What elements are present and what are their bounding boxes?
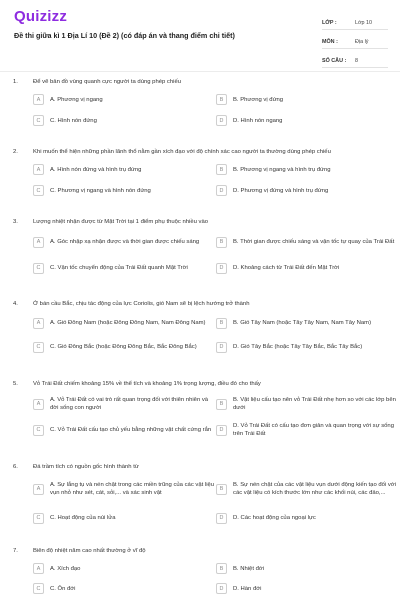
option-text: B. Thời gian được chiếu sáng và vận tốc tự quay của Trái Đất: [233, 239, 395, 245]
option-text: A. Vỏ Trái Đất có vai trò rất quan trọng đối với thiên nhiên và đời sống con người: [50, 397, 209, 411]
option-text: B. Gió Tây Nam (hoặc Tây Tây Nam, Nam Tây Nam): [233, 320, 372, 326]
question-text: Biên độ nhiệt năm cao nhất thường ở vĩ độ: [33, 548, 146, 554]
answer-option-b[interactable]: [216, 316, 399, 330]
question-number: 7.: [13, 548, 18, 554]
meta-subject-value: Địa lý: [355, 38, 369, 45]
option-text: B. Sự nén chặt của các vật liệu vụn dưới động kiến tạo đối với các vật liệu có kích thước lớn như các khối núi, các đảo,...: [233, 482, 396, 496]
question-text: Khi muốn thể hiện những phần lãnh thổ nằm gần xích đạo với độ chính xác cao người ta thường dùng phép chiếu: [33, 149, 331, 155]
option-text: C. Gió Đông Bắc (hoặc Đông Đông Bắc, Bắc Đông Bắc): [50, 344, 197, 350]
answer-option-d[interactable]: [216, 115, 399, 126]
option-letter-box: D: [216, 583, 227, 594]
option-text: B. Nhiệt đới: [233, 565, 265, 572]
answer-option-d[interactable]: [216, 583, 399, 594]
option-letter-box: B: [216, 94, 227, 105]
option-letter-box: D: [216, 115, 227, 126]
answer-option-a[interactable]: [33, 316, 216, 330]
question-number: 4.: [13, 301, 18, 307]
option-grid: [0, 234, 400, 276]
question-7: [0, 547, 400, 594]
answer-option-b[interactable]: [216, 479, 399, 499]
question-1: [0, 78, 400, 126]
option-text: B. Phương vị đứng: [233, 96, 284, 103]
option-text: C. Vận tốc chuyển động của Trái Đất quanh Mặt Trời: [50, 265, 188, 271]
meta-class-underline: [322, 29, 388, 30]
option-text: D. Khoảng cách từ Trái Đất đến Mặt Trời: [233, 265, 340, 271]
answer-option-d[interactable]: [216, 185, 399, 196]
answer-option-c[interactable]: [33, 340, 216, 354]
answer-option-c[interactable]: [33, 508, 216, 528]
option-grid: [0, 94, 400, 126]
meta-count-underline: [322, 67, 388, 68]
answer-option-d[interactable]: [216, 340, 399, 354]
option-text: C. Hoạt động của núi lửa: [50, 515, 116, 521]
meta-class-value: Lớp 10: [355, 19, 373, 26]
option-text: A. Sự lắng tụ và nén chặt trong các miền trũng của các vật liệu vụn nhỏ như sét, cát, sỏi,... và xác sinh vật: [50, 482, 215, 496]
answer-option-d[interactable]: [216, 508, 399, 528]
option-grid: [0, 563, 400, 594]
option-letter-box: B: [216, 484, 227, 495]
question-2: [0, 148, 400, 196]
question-3: [0, 218, 400, 276]
question-text: Để vẽ bản đồ vùng quanh cực người ta dùng phép chiếu: [33, 79, 181, 85]
worksheet-meta: [322, 13, 388, 70]
option-letter-box: D: [216, 513, 227, 524]
option-letter-box: A: [33, 563, 44, 574]
question-text: Vỏ Trái Đất chiếm khoảng 15% về thể tích và khoảng 1% trọng lượng, điều đó cho thấy: [33, 381, 261, 387]
question-number: 3.: [13, 219, 18, 225]
question-number: 2.: [13, 149, 18, 155]
answer-option-b[interactable]: [216, 164, 399, 175]
question-header: [0, 78, 400, 86]
question-header: [0, 380, 400, 388]
meta-class-label: LỚP :: [322, 19, 337, 26]
question-header: [0, 300, 400, 308]
option-letter-box: D: [216, 425, 227, 436]
answer-option-d[interactable]: [216, 422, 399, 438]
question-text: Đá trầm tích có nguồn gốc hình thành từ: [33, 464, 139, 470]
option-letter-box: C: [33, 583, 44, 594]
meta-count-label: SỐ CÂU :: [322, 57, 347, 64]
question-5: [0, 380, 400, 438]
quizizz-logo: Quizizz: [14, 8, 68, 25]
question-number: 1.: [13, 79, 18, 85]
question-number: 6.: [13, 464, 18, 470]
option-text: D. Hình nón ngang: [233, 117, 283, 124]
header-divider: [0, 71, 400, 72]
option-letter-box: A: [33, 484, 44, 495]
option-letter-box: C: [33, 513, 44, 524]
question-header: [0, 547, 400, 555]
option-letter-box: A: [33, 164, 44, 175]
question-number: 5.: [13, 381, 18, 387]
option-text: C. Phương vị ngang và hình nón đứng: [50, 187, 151, 194]
question-text: Ở bán cầu Bắc, chịu tác động của lực Coriolis, gió Nam sẽ bị lệch hướng trở thành: [33, 301, 250, 307]
option-letter-box: A: [33, 318, 44, 329]
option-letter-box: C: [33, 425, 44, 436]
answer-option-d[interactable]: [216, 260, 399, 276]
meta-class-row: [322, 13, 388, 32]
question-6: [0, 463, 400, 528]
option-grid: [0, 316, 400, 354]
answer-option-b[interactable]: [216, 94, 399, 105]
option-text: A. Xích đạo: [50, 565, 81, 572]
option-text: D. Vỏ Trái Đất có cấu tạo đơn giản và quan trọng với sự sống trên Trái Đất: [233, 423, 394, 437]
option-text: D. Phương vị đứng và hình trụ đứng: [233, 187, 329, 194]
question-4: [0, 300, 400, 354]
answer-option-c[interactable]: [33, 260, 216, 276]
option-text: A. Gió Đông Nam (hoặc Đông Đông Nam, Nam Đông Nam): [50, 320, 206, 326]
answer-option-a[interactable]: [33, 164, 216, 175]
option-letter-box: D: [216, 185, 227, 196]
option-letter-box: A: [33, 94, 44, 105]
answer-option-b[interactable]: [216, 234, 399, 250]
meta-count-value: 8: [355, 57, 358, 64]
option-text: C. Vỏ Trái Đất cấu tạo chủ yếu bằng những vật chất cứng rắn: [50, 427, 212, 433]
option-text: C. Ôn đới: [50, 585, 76, 592]
answer-option-b[interactable]: [216, 396, 399, 412]
answer-option-a[interactable]: [33, 94, 216, 105]
option-letter-box: D: [216, 342, 227, 353]
answer-option-c[interactable]: [33, 422, 216, 438]
answer-option-a[interactable]: [33, 563, 216, 574]
answer-option-a[interactable]: [33, 479, 216, 499]
meta-count-row: [322, 51, 388, 70]
option-letter-box: D: [216, 263, 227, 274]
option-text: A. Hình nón đứng và hình trụ đứng: [50, 166, 142, 173]
option-letter-box: B: [216, 318, 227, 329]
question-header: [0, 463, 400, 471]
question-text: Lượng nhiệt nhận được từ Mặt Trời tại 1 điểm phụ thuộc nhiều vào: [33, 219, 209, 225]
option-letter-box: B: [216, 399, 227, 410]
option-text: D. Gió Tây Bắc (hoặc Tây Tây Bắc, Bắc Tây Bắc): [233, 344, 363, 350]
option-text: B. Vật liệu cấu tạo nên vỏ Trái Đất nhẹ hơn so với các lớp bên dưới: [233, 397, 396, 411]
answer-option-c[interactable]: [33, 115, 216, 126]
option-letter-box: A: [33, 237, 44, 248]
option-text: B. Phương vị ngang và hình trụ đứng: [233, 166, 331, 173]
meta-subject-label: MÔN :: [322, 38, 338, 45]
question-header: [0, 148, 400, 156]
answer-option-a[interactable]: [33, 234, 216, 250]
option-text: A. Góc nhập xạ nhận được và thời gian được chiếu sáng: [50, 239, 200, 245]
option-text: A. Phương vị ngang: [50, 96, 103, 103]
worksheet-title: Đề thi giữa kì 1 Địa Lí 10 (Đề 2) (có đáp án và thang điểm chi tiết): [14, 31, 235, 40]
meta-subject-underline: [322, 48, 388, 49]
answer-option-c[interactable]: [33, 583, 216, 594]
option-grid: [0, 396, 400, 438]
worksheet-header: [0, 0, 400, 70]
option-letter-box: A: [33, 399, 44, 410]
option-letter-box: C: [33, 185, 44, 196]
option-text: D. Hàn đới: [233, 585, 262, 592]
option-letter-box: B: [216, 164, 227, 175]
answer-option-a[interactable]: [33, 396, 216, 412]
answer-option-b[interactable]: [216, 563, 399, 574]
option-letter-box: C: [33, 263, 44, 274]
option-letter-box: C: [33, 115, 44, 126]
option-letter-box: B: [216, 563, 227, 574]
question-header: [0, 218, 400, 226]
option-letter-box: B: [216, 237, 227, 248]
answer-option-c[interactable]: [33, 185, 216, 196]
option-grid: [0, 479, 400, 528]
option-text: C. Hình nón đứng: [50, 117, 97, 124]
option-grid: [0, 164, 400, 196]
option-letter-box: C: [33, 342, 44, 353]
meta-subject-row: [322, 32, 388, 51]
option-text: D. Các hoạt động của ngoại lực: [233, 515, 316, 521]
